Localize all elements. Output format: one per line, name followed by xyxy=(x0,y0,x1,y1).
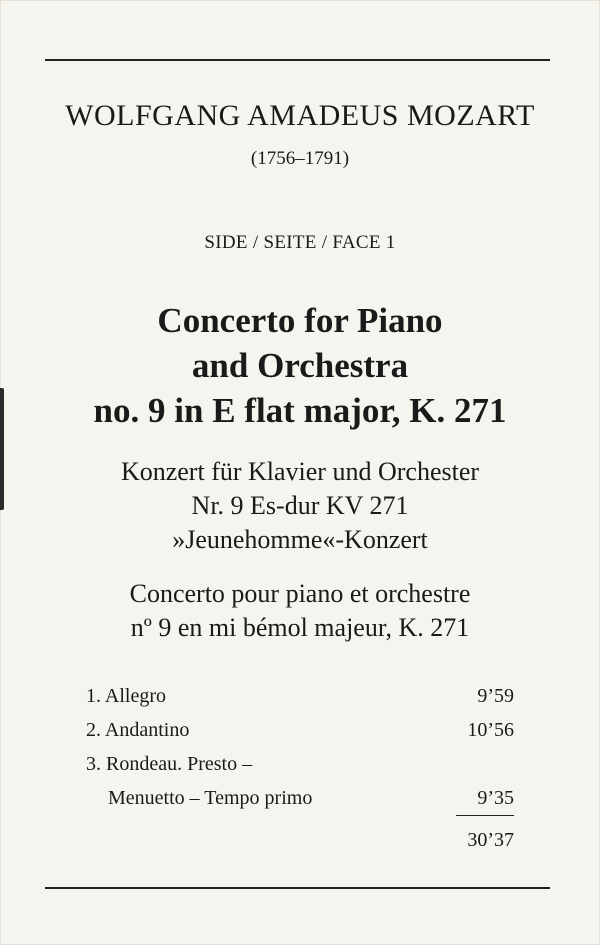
track-row xyxy=(86,713,514,747)
title-german-line: »Jeunehomme«-Konzert xyxy=(172,525,428,554)
track-row xyxy=(86,679,514,713)
track-list xyxy=(86,679,514,857)
title-french-line: Concerto pour piano et orchestre xyxy=(129,579,471,608)
track-title: 2. Andantino xyxy=(86,719,190,741)
total-duration: 30’37 xyxy=(467,829,514,851)
track-title: 1. Allegro xyxy=(86,685,166,707)
composer-dates: (1756–1791) xyxy=(250,148,350,169)
track-title-continuation: Menuetto – Tempo primo xyxy=(108,787,313,809)
title-english-line: no. 9 in E flat major, K. 271 xyxy=(93,391,507,430)
track-row xyxy=(86,747,514,781)
title-english xyxy=(0,298,600,433)
total-row xyxy=(86,823,514,857)
side-label: SIDE / SEITE / FACE 1 xyxy=(204,232,396,253)
total-rule xyxy=(456,815,514,816)
track-duration: 10’56 xyxy=(467,719,514,741)
title-french xyxy=(0,577,600,645)
top-rule xyxy=(45,59,550,61)
track-duration: 9’59 xyxy=(477,685,514,707)
bottom-rule xyxy=(45,887,550,889)
title-french-line: nº 9 en mi bémol majeur, K. 271 xyxy=(130,613,470,642)
track-duration: 9’35 xyxy=(477,787,514,809)
title-english-line: Concerto for Piano xyxy=(157,301,443,340)
title-german xyxy=(0,455,600,557)
track-row xyxy=(86,781,514,815)
title-german-line: Nr. 9 Es-dur KV 271 xyxy=(191,491,409,520)
track-title: 3. Rondeau. Presto – xyxy=(86,753,253,775)
title-german-line: Konzert für Klavier und Orchester xyxy=(120,457,480,486)
composer-name: WOLFGANG AMADEUS MOZART xyxy=(65,99,535,132)
title-english-line: and Orchestra xyxy=(191,346,409,385)
